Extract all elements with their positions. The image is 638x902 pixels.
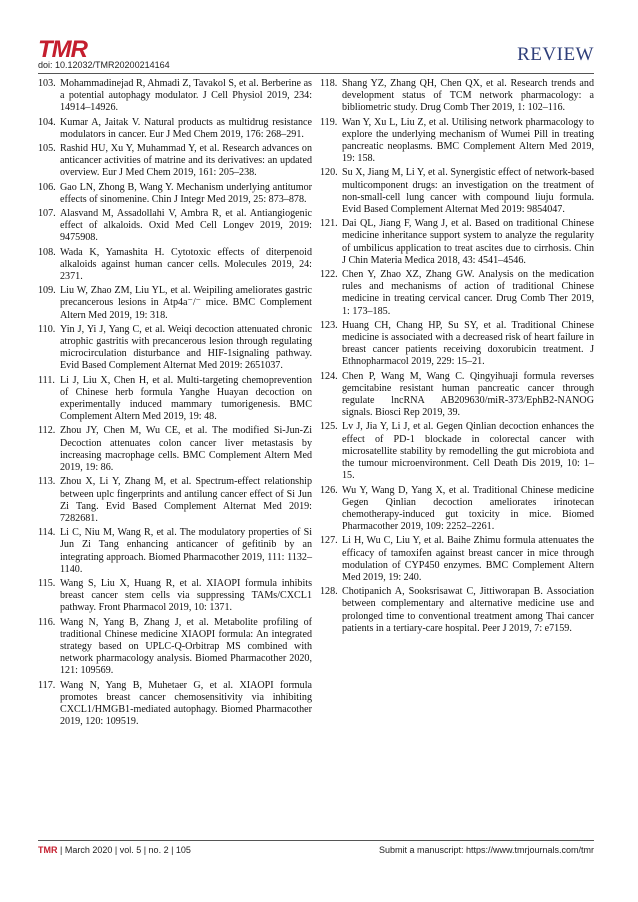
reference-text: Alasvand M, Assadollahi V, Ambra R, et al. Antiangiogenic effect of alkaloids. Oxid Med Cell Longev 2019, 2019: 9475908. xyxy=(60,208,312,244)
reference-item xyxy=(38,680,312,729)
reference-item xyxy=(38,285,312,322)
reference-item xyxy=(320,485,594,534)
reference-text: Zhou X, Li Y, Zhang M, et al. Spectrum-effect relationship between uplc fingerprints and antilung cancer effect of Si Jun Zi Tang. Evid Based Complement Alternat Med 2019: 7282681. xyxy=(60,476,312,524)
reference-item xyxy=(320,167,594,216)
reference-number: 109. xyxy=(38,285,56,297)
header-rule xyxy=(38,73,594,74)
reference-number: 118. xyxy=(320,78,338,89)
issue-info xyxy=(38,845,191,855)
reference-text: Wang S, Liu X, Huang R, et al. XIAOPI formula inhibits breast cancer stem cells via suppressing TAMs/CXCL1 pathway. Front Pharmacol 2019, 10: 1371. xyxy=(60,577,312,614)
reference-item xyxy=(38,578,312,615)
reference-text: Li J, Liu X, Chen H, et al. Multi-targeting chemoprevention of Chinese herb formula Yanghe Huayan decoction on experimentally induced mammary tumorigenesis. BMC Complement Altern Med 2019, 19: 48. xyxy=(60,374,312,423)
reference-number: 103. xyxy=(38,78,56,89)
reference-number: 113. xyxy=(38,476,56,488)
doi-text[interactable]: doi: 10.12032/TMR20200214164 xyxy=(38,60,170,70)
reference-number: 106. xyxy=(38,181,56,193)
reference-text: Dai QL, Jiang F, Wang J, et al. Based on traditional Chinese medicine inheritance support system to analyze the regularity of umbilicus application to treat ascites due to cirrhosis. Chin J Chin Materia Medica 2018, 43: 4541–4546. xyxy=(342,218,594,266)
reference-text: Mohammadinejad R, Ahmadi Z, Tavakol S, et al. Berberine as a potential autophagy modulator. J Cell Physiol 2019, 234: 14914–14926. xyxy=(60,78,312,114)
reference-text: Rashid HU, Xu Y, Muhammad Y, et al. Research advances on anticancer activities of matrine and its derivatives: an updated overview. Eur J Med Chem 2019, 161: 205–238. xyxy=(60,143,312,179)
reference-text: Li H, Wu C, Liu Y, et al. Baihe Zhimu formula attenuates the efficacy of tamoxifen against breast cancer in mice through modulation of CYP450 enzymes. BMC Complement Altern Med 2019, 19: 240. xyxy=(342,535,594,583)
reference-text: Huang CH, Chang HP, Su SY, et al. Traditional Chinese medicine is associated with a decreased risk of heart failure in breast cancer patients receiving doxorubicin treatment. J Ethnopharmacol 2019, 229: 15–21. xyxy=(342,319,594,368)
reference-item xyxy=(38,617,312,678)
reference-text: Wan Y, Xu L, Liu Z, et al. Utilising network pharmacology to explore the underlying mechanism of Wumei Pill in treating pancreatic neoplasms. BMC Complement Altern Med 2019, 19: 158. xyxy=(342,116,594,165)
submit-link[interactable]: Submit a manuscript: https://www.tmrjournals.com/tmr xyxy=(378,845,594,855)
reference-text: Wang N, Yang B, Muhetaer G, et al. XIAOPI formula promotes breast cancer chemosensitivity via inhibiting CXCL1/HMGB1-mediated autophagy. Biomed Pharmacother 2019, 120: 109519. xyxy=(60,679,312,728)
reference-text: Chotipanich A, Sooksrisawat C, Jittiworapan B. Association between complementary and alternative medicine use and prolonged time to conventional treatment among Thai cancer patients in a tertiary-care hospital. Peer J 2019, 7: e7159. xyxy=(342,586,594,634)
footer-rule xyxy=(38,840,594,841)
reference-number: 122. xyxy=(320,269,338,281)
reference-text: Yin J, Yi J, Yang C, et al. Weiqi decoction attenuated chronic atrophic gastritis with precancerous lesion through regulating microcirculation disturbance and HIF-1signaling pathway. Evid Based Complement Alternat Med 2019: 2651037. xyxy=(60,323,312,372)
reference-item xyxy=(38,143,312,180)
reference-number: 125. xyxy=(320,421,338,433)
reference-text: Gao LN, Zhong B, Wang Y. Mechanism underlying antitumor effects of sinomenine. Chin J Integr Med 2019, 25: 873–878. xyxy=(60,181,312,205)
reference-text: Wang N, Yang B, Zhang J, et al. Metabolite profiling of traditional Chinese medicine XIAOPI formula: An integrated strategy based on UPLC-Q-Orbitrap MS combined with network pharmacology analysis. Biomed Pharmacother 2020, 121: 109569. xyxy=(60,616,312,677)
reference-item xyxy=(38,425,312,474)
reference-item xyxy=(38,527,312,576)
reference-text: Chen P, Wang M, Wang C. Qingyihuaji formula reverses gemcitabine resistant human pancreatic cancer through regulate lncRNA AB209630/miR-373/EphB2-NANOG signals. Biosci Rep 2019, 39. xyxy=(342,370,594,419)
reference-text: Liu W, Zhao ZM, Liu YL, et al. Weipiling ameliorates gastric precancerous lesions in Atp4a⁻/⁻ mice. BMC Complement Altern Med 2019, 19: 318. xyxy=(60,285,312,321)
reference-text: Wu Y, Wang D, Yang X, et al. Traditional Chinese medicine Gegen Qinlian decoction ameliorates irinotecan chemotherapy-induced gut toxicity in mice. Biomed Pharmacother 2019, 109: 2252–2261. xyxy=(342,484,594,533)
reference-text: Chen Y, Zhao XZ, Zhang GW. Analysis on the medication rules and mechanisms of action of traditional Chinese medicine in treating cervical cancer. Drug Comb Ther 2019, 1: 173–185. xyxy=(342,269,594,317)
reference-number: 117. xyxy=(38,679,56,691)
reference-number: 110. xyxy=(38,323,56,335)
reference-item xyxy=(320,117,594,166)
reference-item xyxy=(320,421,594,482)
reference-number: 123. xyxy=(320,319,338,331)
reference-item xyxy=(320,586,594,635)
footer-brand: TMR xyxy=(38,845,58,855)
reference-item xyxy=(38,182,312,206)
reference-item xyxy=(38,324,312,373)
page-header xyxy=(38,36,594,72)
reference-number: 120. xyxy=(320,167,338,179)
reference-item xyxy=(320,218,594,267)
reference-item xyxy=(320,320,594,369)
reference-number: 126. xyxy=(320,484,338,496)
reference-item xyxy=(38,247,312,284)
tmr-logo xyxy=(38,36,100,60)
reference-item xyxy=(320,78,594,115)
reference-item xyxy=(320,371,594,420)
reference-text: Wada K, Yamashita H. Cytotoxic effects of diterpenoid alkaloids against human cancer cells. Molecules 2019, 24: 2371. xyxy=(60,246,312,283)
references-right-column xyxy=(320,78,594,637)
references-left-column xyxy=(38,78,312,730)
reference-item xyxy=(38,375,312,424)
reference-item xyxy=(320,269,594,318)
reference-item xyxy=(320,535,594,584)
reference-item xyxy=(38,117,312,141)
reference-item xyxy=(38,476,312,525)
reference-number: 124. xyxy=(320,370,338,382)
reference-number: 116. xyxy=(38,616,56,628)
reference-number: 119. xyxy=(320,116,338,128)
reference-text: Su X, Jiang M, Li Y, et al. Synergistic effect of network-based multicomponent drugs: an investigation on the treatment of non-small-cell lung cancer with compound liuju formula. Evid Based Complement Alternat Med 2019: 9854047. xyxy=(342,167,594,216)
reference-text: Shang YZ, Zhang QH, Chen QX, et al. Research trends and development status of TCM network pharmacology: a bibliometric study. Drug Comb Ther 2019, 1: 102–116. xyxy=(342,78,594,114)
reference-item xyxy=(38,78,312,115)
reference-number: 111. xyxy=(38,374,55,386)
reference-number: 107. xyxy=(38,208,56,220)
reference-text: Zhou JY, Chen M, Wu CE, et al. The modified Si-Jun-Zi Decoction attenuates colon cancer liver metastasis by increasing macrophage cells. BMC Complement Altern Med 2019, 19: 86. xyxy=(60,425,312,474)
reference-text: Kumar A, Jaitak V. Natural products as multidrug resistance modulators in cancer. Eur J Med Chem 2019, 176: 268–291. xyxy=(60,116,312,140)
reference-number: 108. xyxy=(38,246,56,258)
reference-text: Lv J, Jia Y, Li J, et al. Gegen Qinlian decoction enhances the effect of PD-1 blockade in colorectal cancer with microsatellite stability by remodelling the gut microbiota and the tumour microenvironment. Cell Death Dis 2019, 10: 1–15. xyxy=(342,421,594,482)
reference-number: 127. xyxy=(320,535,338,547)
svg-text:TMR: TMR xyxy=(38,36,87,60)
issue-details: | March 2020 | vol. 5 | no. 2 | 105 xyxy=(57,845,191,855)
reference-number: 121. xyxy=(320,218,338,230)
reference-number: 104. xyxy=(38,116,56,128)
reference-text: Li C, Niu M, Wang R, et al. The modulatory properties of Si Jun Zi Tang enhancing anticancer of gefitinib by an integrating approach. Biomed Pharmacother 2019, 111: 1132–1140. xyxy=(60,527,312,575)
reference-number: 128. xyxy=(320,586,338,598)
reference-number: 112. xyxy=(38,425,56,437)
reference-number: 105. xyxy=(38,143,56,155)
reference-item xyxy=(38,208,312,245)
reference-number: 115. xyxy=(38,577,56,589)
reference-number: 114. xyxy=(38,527,56,539)
section-label: REVIEW xyxy=(517,44,594,65)
